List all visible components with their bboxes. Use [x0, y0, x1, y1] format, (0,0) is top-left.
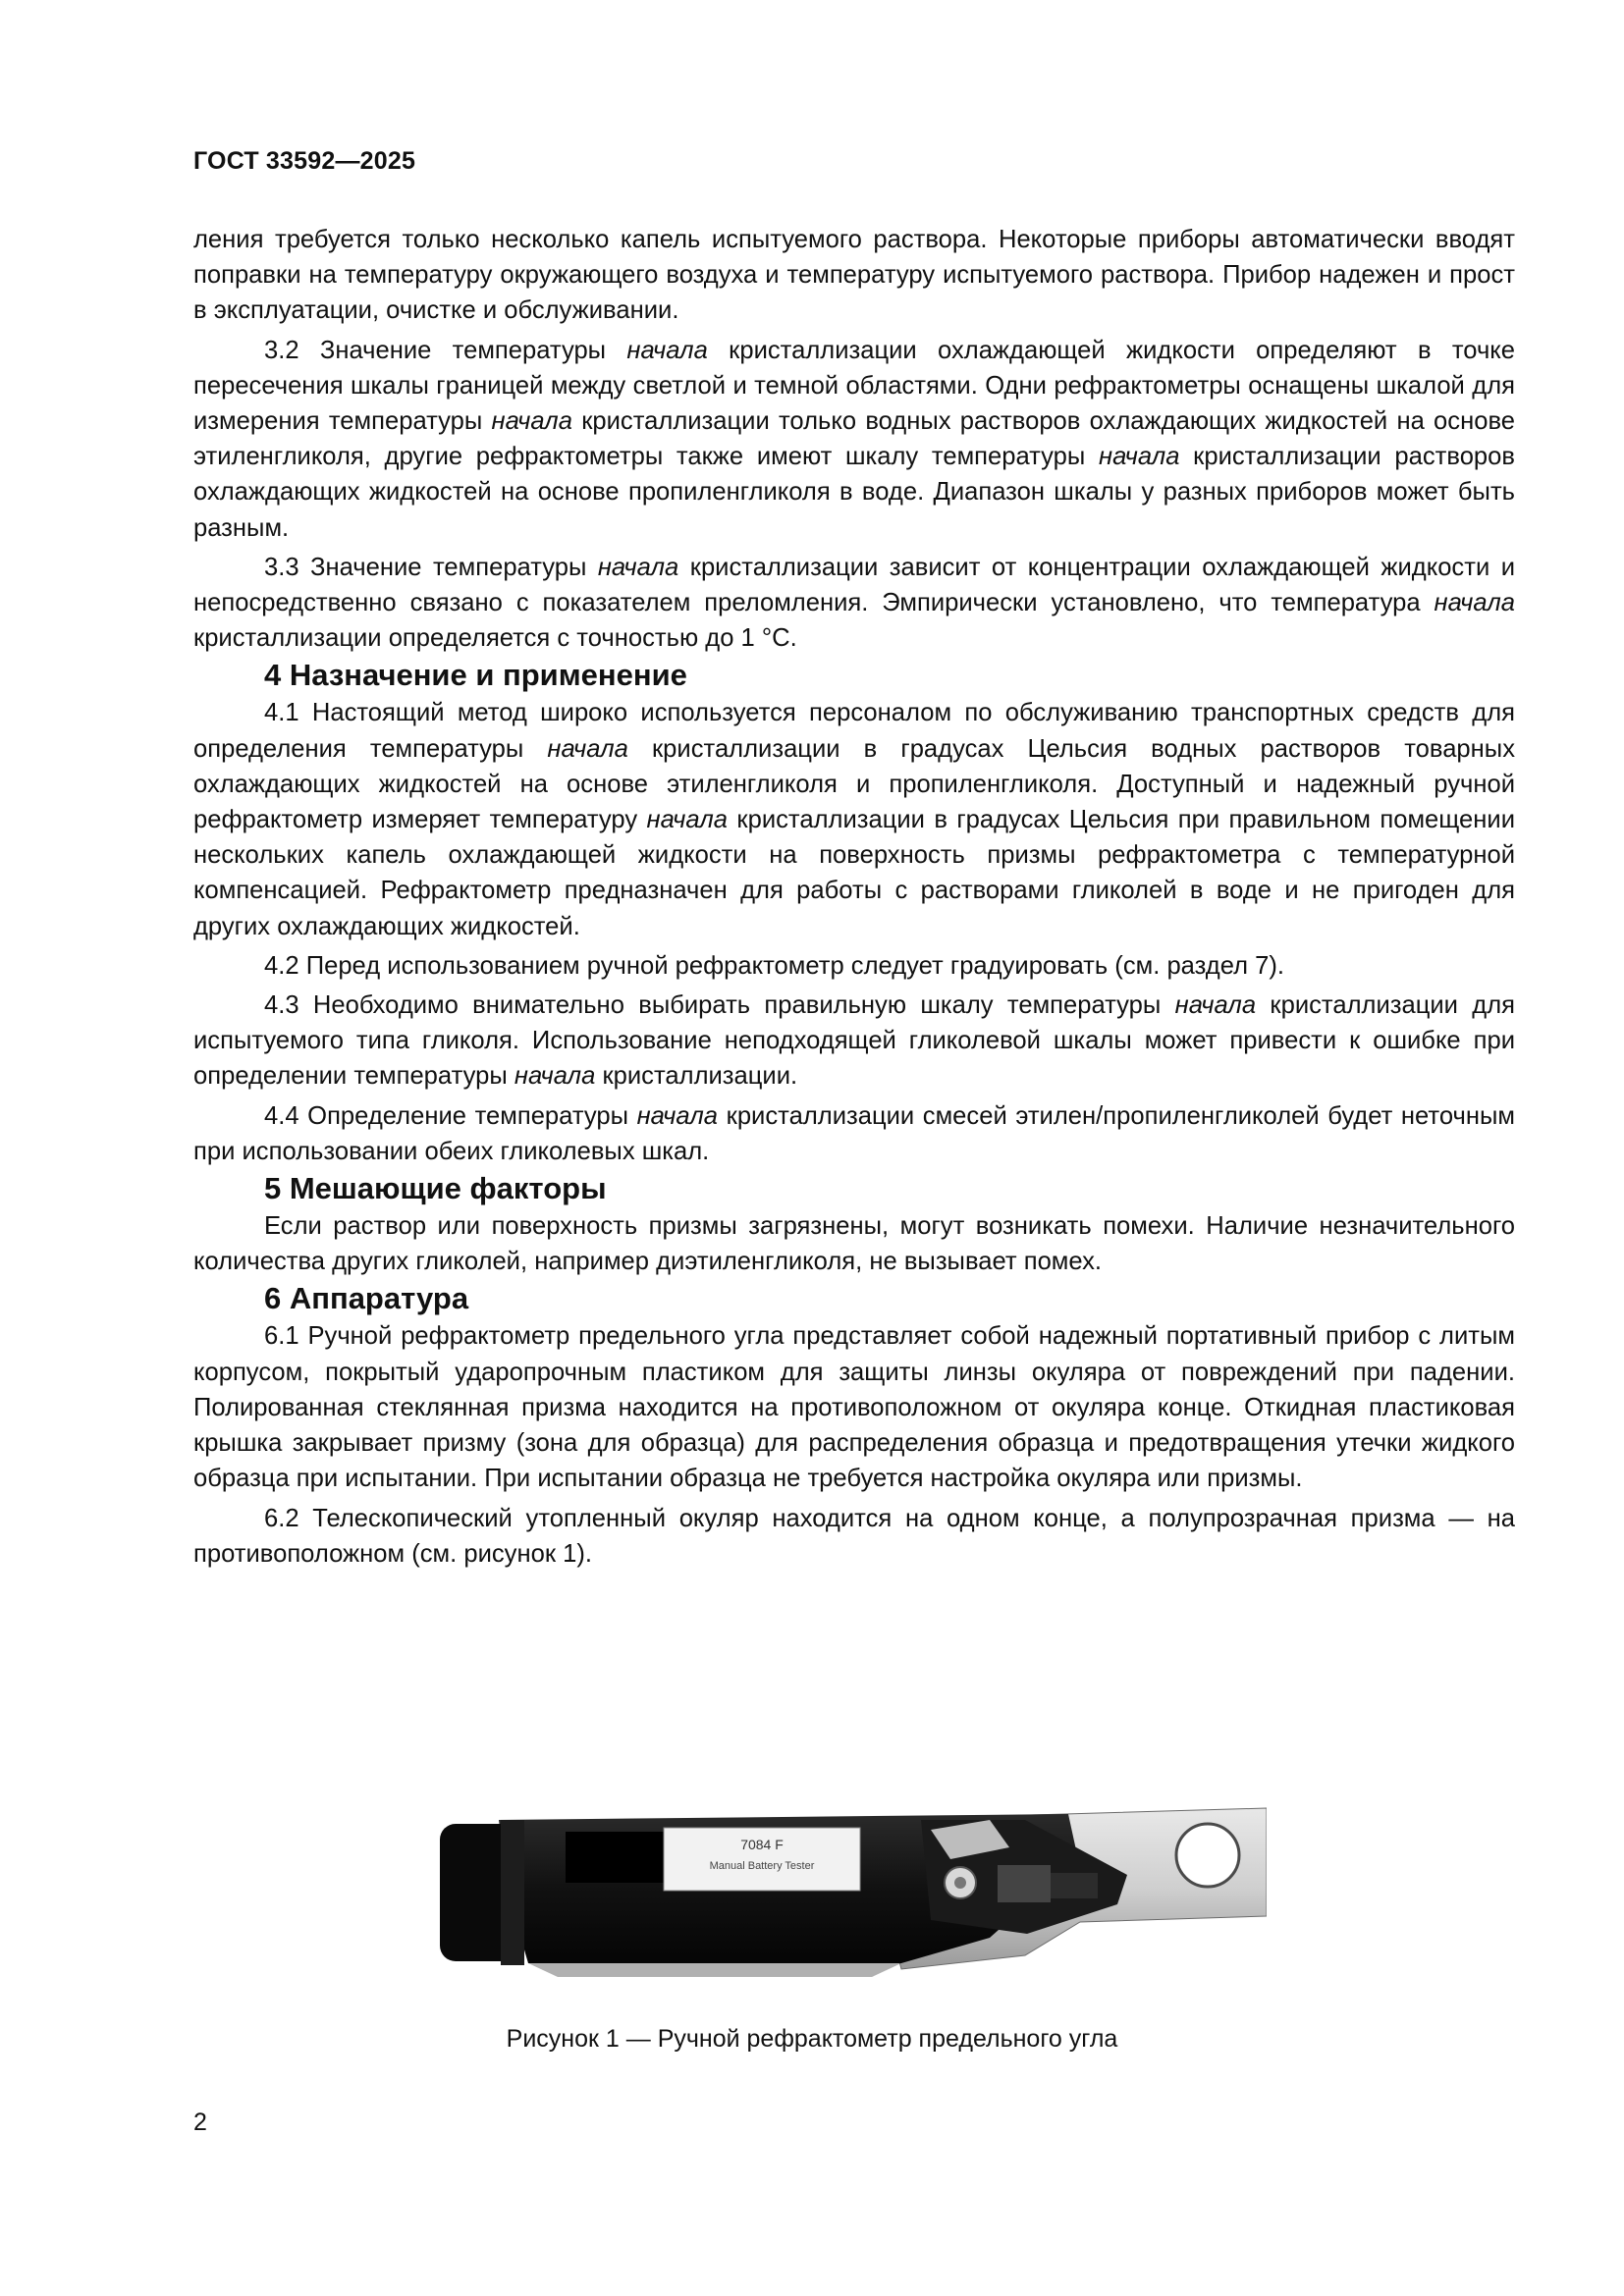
- paragraph-continuation: ления требуется только несколько капель испытуемого раствора. Некоторые приборы автоматически вводят поправки на температуру окружающего воздуха и температуру испытуемого раствора. Прибор надежен и прост в эксплуатации, очистке и обслуживании.: [193, 226, 1515, 325]
- section-5-heading: 5 Мешающие факторы: [264, 1171, 607, 1206]
- paragraph-3-3: 3.3 Значение температуры начала кристаллизации зависит от концентрации охлаждающей жидкости и непосредственно связано с показателем преломления. Эмпирически установлено, что температура начала кристаллизации определяется с точностью до 1 °C.: [193, 553, 1515, 653]
- paragraph-4-3: 4.3 Необходимо внимательно выбирать правильную шкалу температуры начала кристаллизации для испытуемого типа гликоля. Использование неподходящей гликолевой шкалы может привести к ошибке при определении температуры начала кристаллизации.: [193, 991, 1515, 1091]
- standard-header: ГОСТ 33592—2025: [193, 147, 416, 175]
- figure-label-line-1: 7084 F: [740, 1837, 784, 1852]
- paragraph-5: Если раствор или поверхность призмы загрязнены, могут возникать помехи. Наличие незначительного количества других гликолей, например диэтиленгликоля, не вызывает помех.: [193, 1212, 1515, 1276]
- paragraph-4-2: 4.2 Перед использованием ручной рефрактометр следует градуировать (см. раздел 7).: [264, 951, 1285, 980]
- paragraph-3-2: 3.2 Значение температуры начала кристаллизации охлаждающей жидкости определяют в точке пересечения шкалы границей между светлой и темной областями. Одни рефрактометры оснащены шкалой для измерения температуры начала кристаллизации только водных растворов охлаждающих жидкостей на основе этиленгликоля, другие рефрактометры также имеют шкалу температуры начала кристаллизации растворов охлаждающих жидкостей на основе пропиленгликоля в воде. Диапазон шкалы у разных приборов может быть разным.: [193, 336, 1515, 542]
- refractometer-photo: [440, 1790, 1267, 1983]
- paragraph-6-1: 6.1 Ручной рефрактометр предельного угла представляет собой надежный портативный прибор с литым корпусом, покрытый ударопрочным пластиком для защиты линзы окуляра от повреждений при падении. Полированная стеклянная призма находится на противоположном от окуляра конце. Откидная пластиковая крышка закрывает призму (зона для образца) для распределения образца и предотвращения утечки жидкого образца при испытании. При испытании образца не требуется настройка окуляра или призмы.: [193, 1322, 1515, 1493]
- figure-label-line-2: Manual Battery Tester: [709, 1860, 815, 1872]
- paragraph-6-2: 6.2 Телескопический утопленный окуляр находится на одном конце, а полупрозрачная призма — на противоположном (см. рисунок 1).: [193, 1504, 1515, 1568]
- paragraph-4-1: 4.1 Настоящий метод широко используется персоналом по обслуживанию транспортных средств для определения температуры начала кристаллизации в градусах Цельсия водных растворов товарных охлаждающих жидкостей на основе этиленгликоля и пропиленгликоля. Доступный и надежный ручной рефрактометр измеряет температуру начала кристаллизации в градусах Цельсия при правильном помещении нескольких капель охлаждающей жидкости на поверхность призмы рефрактометра с температурной компенсацией. Рефрактометр предназначен для работы с растворами гликолей в воде и не пригоден для других охлаждающих жидкостей.: [193, 699, 1515, 940]
- document-body: [193, 222, 1515, 1572]
- figure-caption: Рисунок 1 — Ручной рефрактометр предельного угла: [506, 2025, 1118, 2053]
- paragraph-4-4: 4.4 Определение температуры начала кристаллизации смесей этилен/пропиленгликолей будет неточным при использовании обеих гликолевых шкал.: [193, 1101, 1515, 1165]
- section-4-heading: 4 Назначение и применение: [264, 658, 687, 693]
- section-6-heading: 6 Аппаратура: [264, 1281, 469, 1316]
- page-number: 2: [193, 2109, 207, 2136]
